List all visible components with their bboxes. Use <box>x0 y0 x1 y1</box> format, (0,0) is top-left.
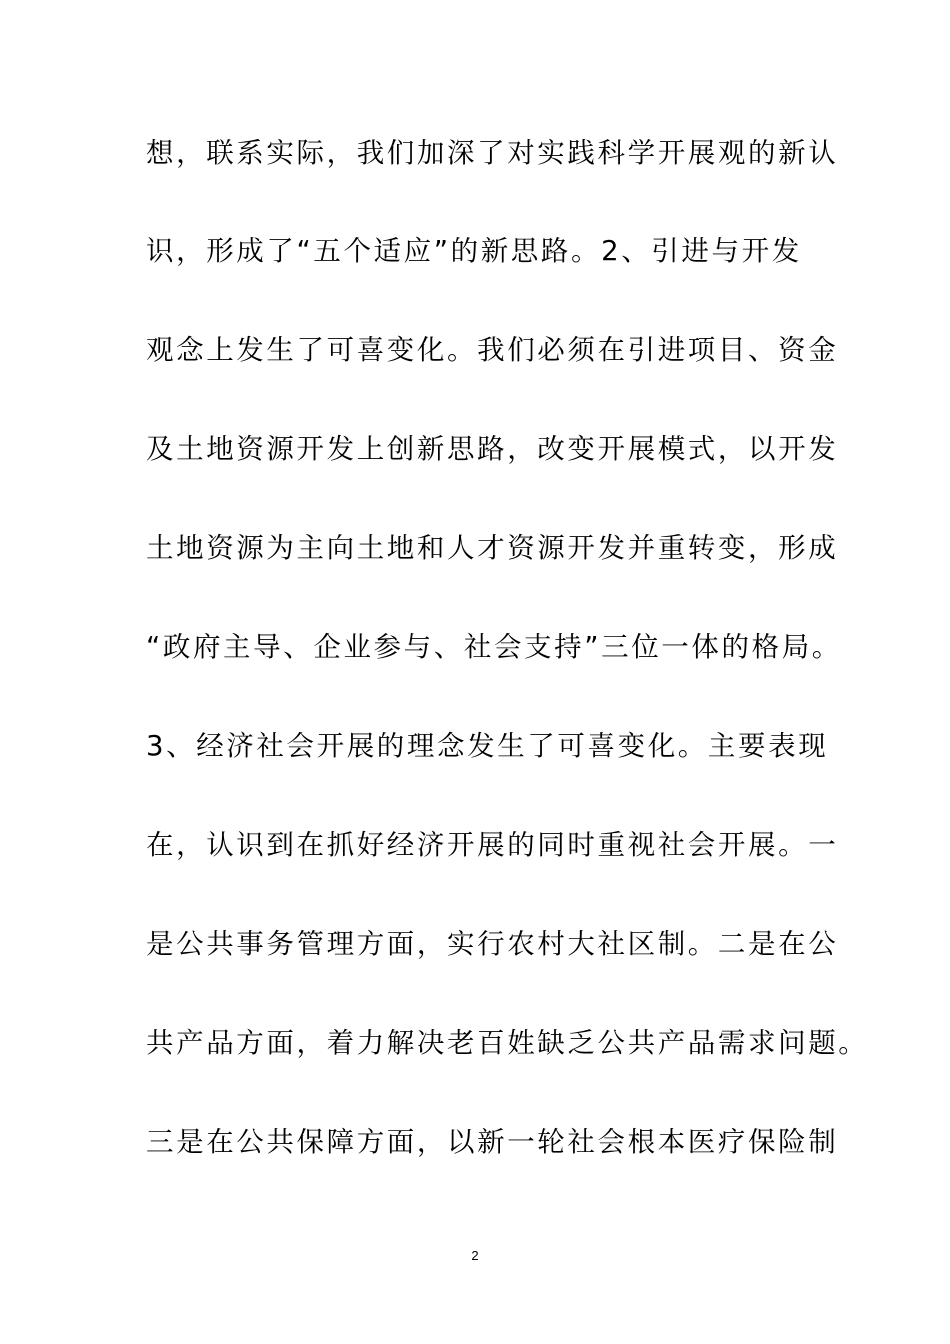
text-line: 及土地资源开发上创新思路，改变开展模式，以开发 <box>146 433 839 465</box>
text-line: 识，形成了“五个适应”的新思路。2、引进与开发 <box>146 235 802 267</box>
text-line: 土地资源为主向土地和人才资源开发并重转变，形成 <box>146 532 839 564</box>
text-line: 三是在公共保障方面，以新一轮社会根本医疗保险制 <box>146 1126 839 1158</box>
text-line: 在，认识到在抓好经济开展的同时重视社会开展。一 <box>146 829 839 861</box>
text-line: 3、经济社会开展的理念发生了可喜变化。主要表现 <box>146 730 829 762</box>
text-line: “政府主导、企业参与、社会支持”三位一体的格局。 <box>146 631 842 663</box>
text-line: 想，联系实际，我们加深了对实践科学开展观的新认 <box>146 137 839 169</box>
text-line: 观念上发生了可喜变化。我们必须在引进项目、资金 <box>146 334 839 366</box>
text-line: 是公共事务管理方面，实行农村大社区制。二是在公 <box>146 928 839 960</box>
text-line: 共产品方面，着力解决老百姓缺乏公共产品需求问题。 <box>146 1027 869 1059</box>
page-number: 2 <box>471 1248 479 1263</box>
